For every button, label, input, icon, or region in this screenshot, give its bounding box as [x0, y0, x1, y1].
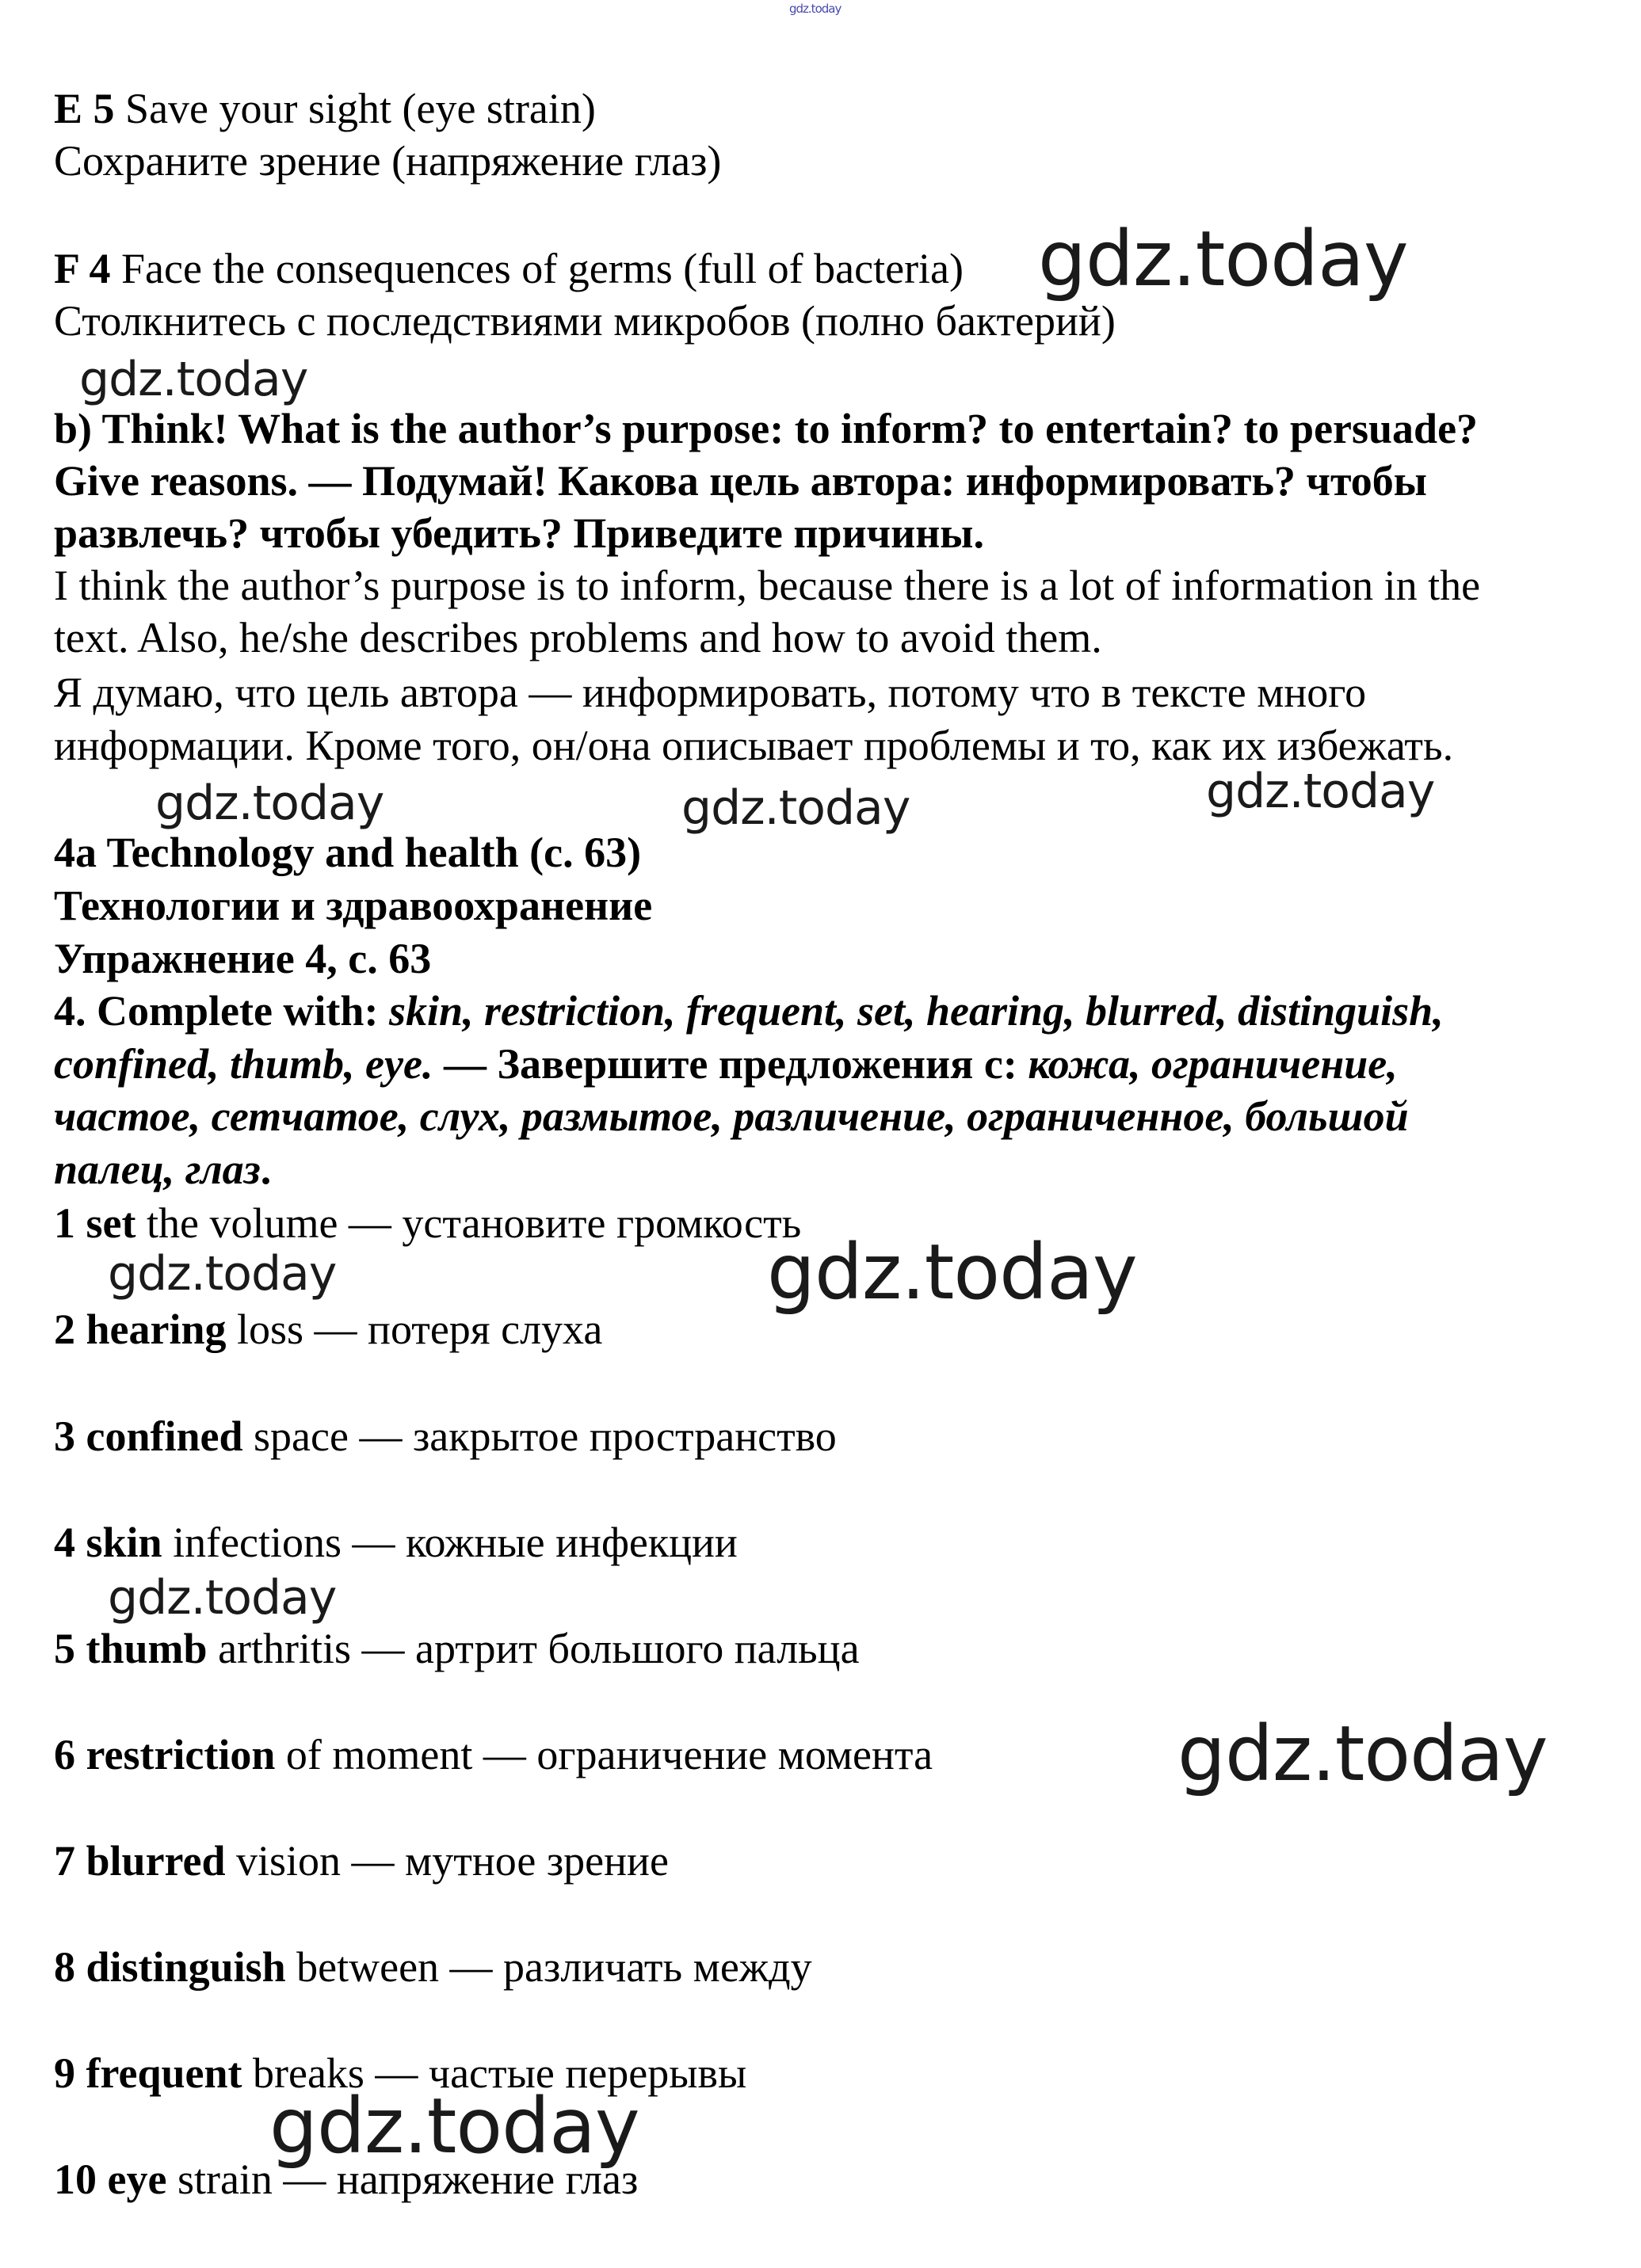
answer-item	[54, 1622, 1609, 1675]
watermark: gdz.today	[269, 2082, 639, 2171]
watermark: gdz.today	[681, 780, 910, 836]
f4-number: F 4	[54, 245, 111, 292]
answer-number: 4	[54, 1519, 75, 1566]
task4-words-1: skin, restriction, frequent, set, hearing, blurred, distinguish,	[388, 987, 1444, 1035]
task-b-answer-3: Я думаю, что цель автора — информировать, потому что в тексте много	[54, 669, 1367, 716]
task-b-answer-4: информации. Кроме того, он/она описывает проблемы и то, как их избежать.	[54, 722, 1454, 769]
watermark: gdz.today	[108, 1570, 337, 1626]
watermark: gdz.today	[767, 1228, 1137, 1317]
answer-word: frequent	[86, 2049, 242, 2097]
answer-item	[54, 1835, 1609, 1887]
e5-text-en: Save your sight (eye strain)	[114, 85, 596, 132]
answer-number: 8	[54, 1943, 75, 1991]
answer-rest: space — закрытое пространство	[242, 1412, 837, 1460]
answer-number: 3	[54, 1412, 75, 1460]
watermark: gdz.today	[1038, 215, 1408, 303]
task-b-answer-2: text. Also, he/she describes problems and how to avoid them.	[54, 614, 1102, 661]
task4-period: .	[260, 1145, 272, 1193]
answer-rest: between — различать между	[285, 1943, 812, 1991]
answer-word: thumb	[86, 1625, 208, 1672]
task4-words-2: confined, thumb, eye.	[54, 1040, 433, 1088]
answer-number: 1	[54, 1199, 75, 1247]
section-title-ru: Технологии и здравоохранение	[54, 882, 653, 929]
answer-number: 6	[54, 1731, 75, 1778]
answer-word: eye	[107, 2156, 167, 2203]
task4-line-4	[54, 1143, 1609, 1195]
answer-rest: arthritis — артрит большого пальца	[207, 1625, 860, 1672]
section-title: 4a Technology and health (с. 63)	[54, 829, 642, 876]
task4-line-3: частое, сетчатое, слух, размытое, различение, ограниченное, большой	[54, 1092, 1409, 1140]
answer-word: skin	[86, 1519, 162, 1566]
task-b-heading-3: развлечь? чтобы убедить? Приведите причины.	[54, 509, 984, 557]
e5-line	[54, 82, 1609, 135]
answer-word: confined	[86, 1412, 243, 1460]
task4-words-ru-end: палец, глаз	[54, 1145, 261, 1193]
exercise-label: Упражнение 4, с. 63	[54, 935, 432, 982]
watermark: gdz.today	[108, 1246, 337, 1302]
answer-word: set	[86, 1199, 136, 1247]
watermark: gdz.today	[1177, 1710, 1548, 1798]
answer-number: 2	[54, 1306, 75, 1353]
task-b-answer-1: I think the author’s purpose is to inform, because there is a lot of information in the	[54, 562, 1481, 609]
answer-word: restriction	[86, 1731, 276, 1778]
answer-number: 9	[54, 2049, 75, 2097]
answer-item	[54, 1941, 1609, 1993]
answer-number: 5	[54, 1625, 75, 1672]
task-b-heading-2: Give reasons. — Подумай! Какова цель автора: информировать? чтобы	[54, 457, 1427, 505]
header-watermark: gdz.today	[789, 2, 841, 16]
watermark: gdz.today	[1206, 764, 1435, 819]
task4-words-ru: кожа, ограничение,	[1028, 1040, 1398, 1088]
task4-prefix: 4. Complete with:	[54, 987, 389, 1035]
answer-rest: vision — мутное зрение	[225, 1837, 669, 1885]
task4-line-2	[54, 1038, 1609, 1090]
f4-text-en: Face the consequences of germs (full of bacteria)	[110, 245, 964, 292]
answer-rest: the volume — установите громкость	[135, 1199, 802, 1247]
answer-number: 7	[54, 1837, 75, 1885]
f4-text-ru: Столкнитесь с последствиями микробов (полно бактерий)	[54, 297, 1116, 345]
answer-rest: breaks — частые перерывы	[242, 2049, 747, 2097]
answer-rest: strain — напряжение глаз	[166, 2156, 639, 2203]
answer-number: 10	[54, 2156, 97, 2203]
e5-number: E 5	[54, 85, 115, 132]
answer-rest: infections — кожные инфекции	[162, 1519, 738, 1566]
answer-word: blurred	[86, 1837, 226, 1885]
answer-item	[54, 1410, 1609, 1462]
watermark: gdz.today	[155, 776, 384, 831]
answer-word: hearing	[86, 1306, 227, 1353]
e5-text-ru: Сохраните зрение (напряжение глаз)	[54, 137, 722, 185]
answer-rest: of moment — ограничение момента	[275, 1731, 933, 1778]
answer-word: distinguish	[86, 1943, 286, 1991]
task4-instruction-ru: — Завершите предложения с:	[433, 1040, 1028, 1088]
task4-line-1	[54, 985, 1609, 1037]
task-b-heading-1: b) Think! What is the author’s purpose: to inform? to entertain? to persuade?	[54, 405, 1479, 452]
watermark: gdz.today	[79, 352, 308, 407]
answer-item	[54, 1516, 1609, 1569]
answer-rest: loss — потеря слуха	[226, 1306, 603, 1353]
